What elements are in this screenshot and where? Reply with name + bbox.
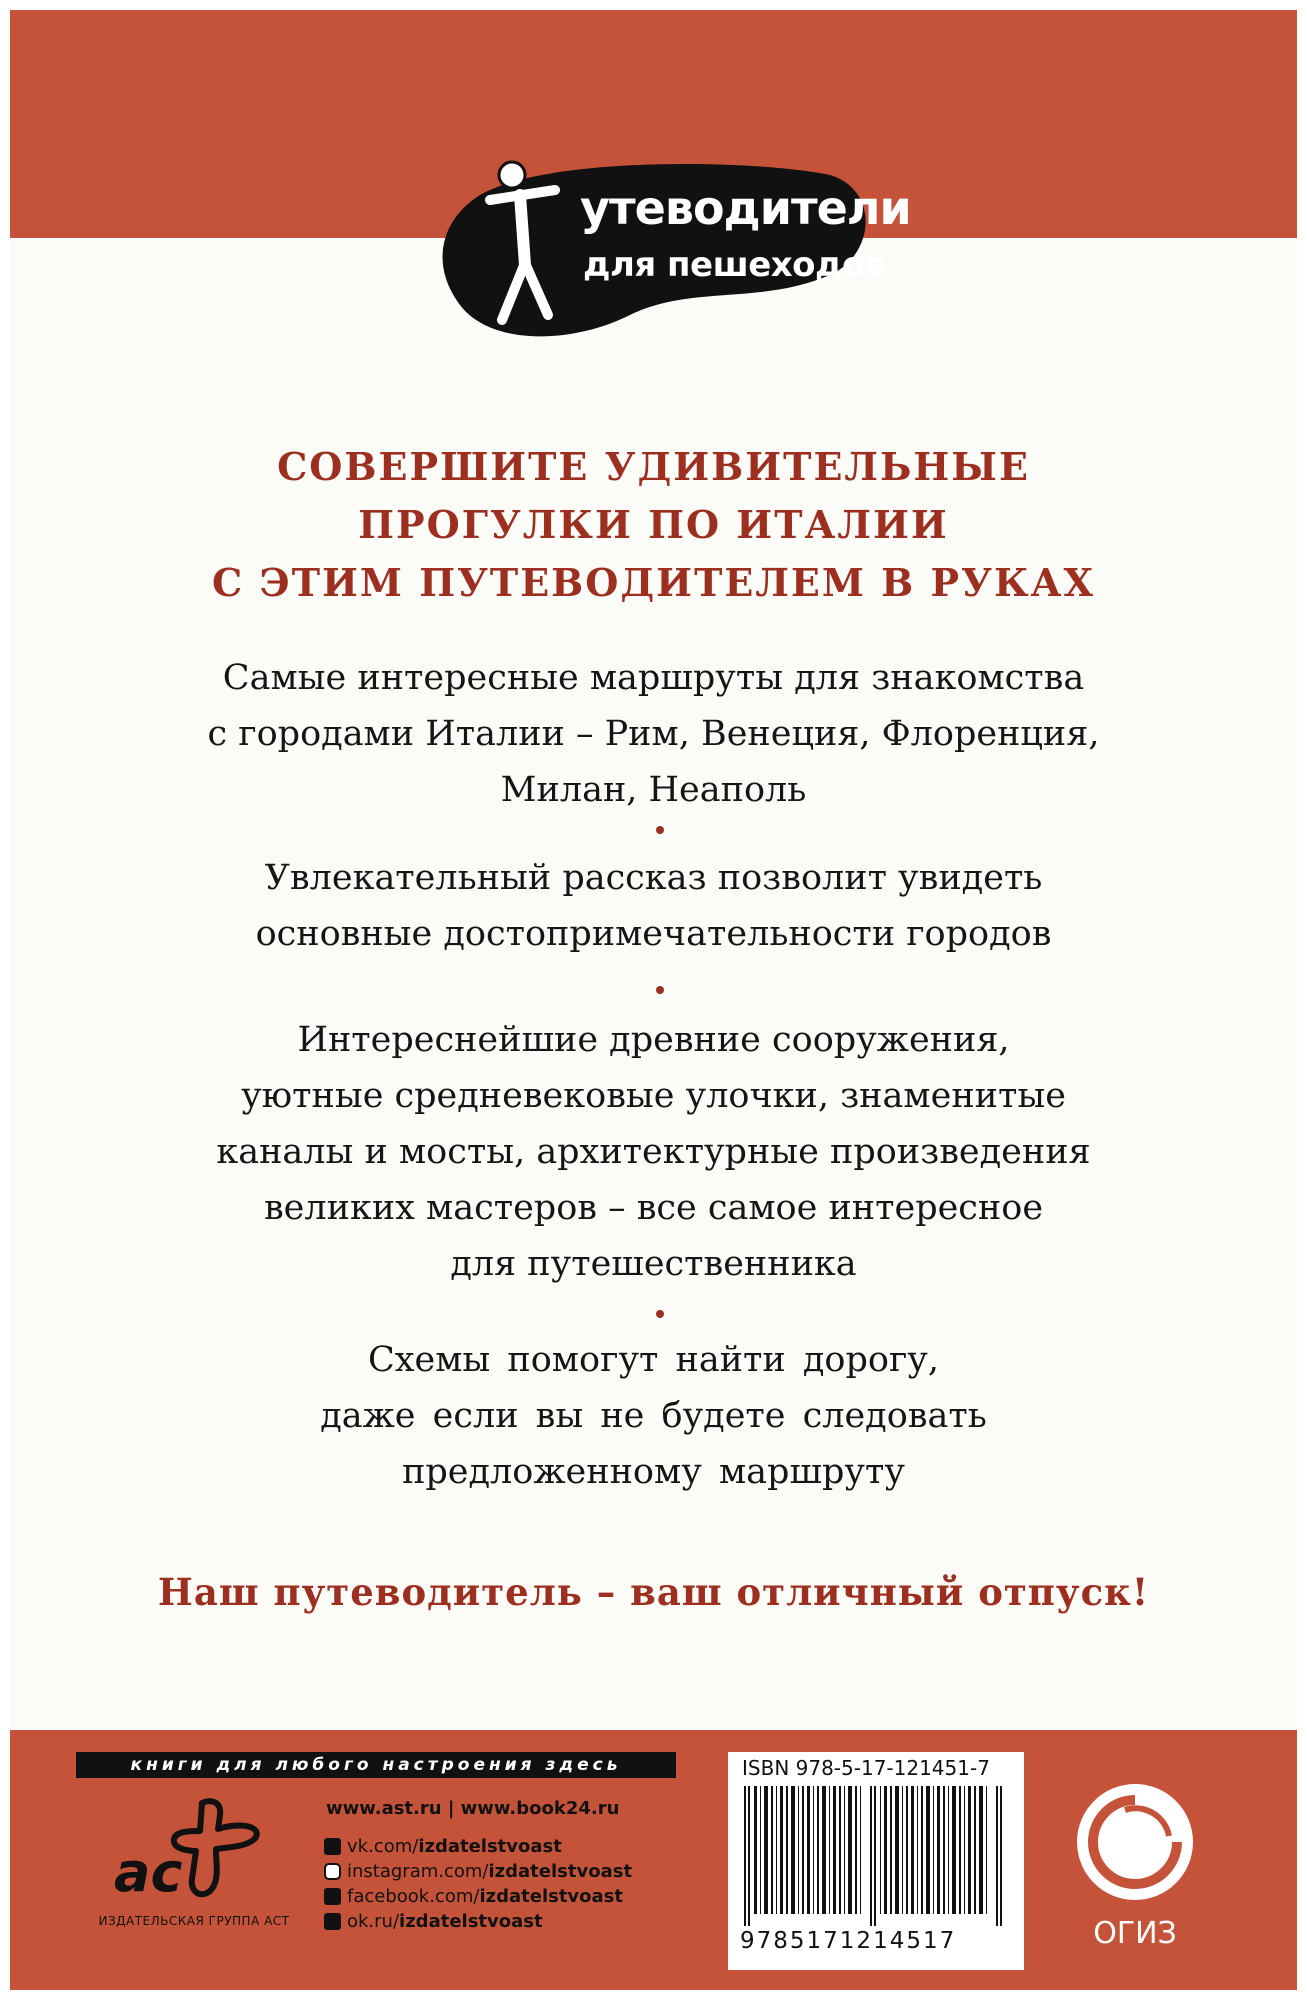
feature-block bbox=[10, 650, 1297, 818]
separator-dot bbox=[656, 826, 664, 834]
social-prefix: ok.ru/ bbox=[347, 1911, 400, 1932]
series-logo bbox=[430, 155, 911, 345]
feature-line: Увлекательный рассказ позволит увидеть bbox=[264, 858, 1043, 898]
feature-line: Схемы помогут найти дорогу, bbox=[367, 1340, 940, 1380]
headline bbox=[10, 438, 1297, 612]
ast-logo-mark bbox=[110, 1795, 280, 1905]
social-handle: izdatelstvoast bbox=[418, 1836, 562, 1857]
ogiz-logo-text: ОГИЗ bbox=[1093, 1916, 1177, 1951]
isbn-barcode bbox=[728, 1752, 1024, 1970]
feature-line: Интереснейшие древние сооружения, bbox=[297, 1020, 1010, 1060]
feature-block bbox=[10, 1012, 1297, 1292]
separator-dot bbox=[656, 986, 664, 994]
feature-block bbox=[10, 1332, 1297, 1500]
feature-line: каналы и мосты, архитектурные произведения bbox=[216, 1132, 1091, 1172]
ast-logo bbox=[110, 1795, 280, 1904]
social-link-ok[interactable] bbox=[324, 1909, 632, 1934]
isbn-label: ISBN 978-5-17-121451-7 bbox=[742, 1756, 990, 1780]
tagline: Наш путеводитель – ваш отличный отпуск! bbox=[157, 1570, 1150, 1614]
feature-line: для путешественника bbox=[450, 1244, 857, 1284]
feature-line: Самые интересные маршруты для знакомства bbox=[222, 658, 1085, 698]
feature-line: Милан, Неаполь bbox=[500, 770, 807, 810]
ok-icon bbox=[324, 1913, 341, 1930]
social-prefix: facebook.com/ bbox=[347, 1886, 480, 1907]
facebook-icon bbox=[324, 1888, 341, 1905]
instagram-icon bbox=[324, 1863, 341, 1880]
feature-line: предложенному маршруту bbox=[402, 1452, 905, 1492]
ogiz-logo-mark bbox=[1065, 1780, 1205, 1910]
social-handle: izdatelstvoast bbox=[399, 1911, 543, 1932]
series-title-line2: для пешеходов bbox=[583, 245, 886, 285]
social-link-facebook[interactable] bbox=[324, 1884, 632, 1909]
barcode-digits: 9785171214517 bbox=[740, 1928, 957, 1954]
social-link-vk[interactable] bbox=[324, 1834, 632, 1859]
feature-line: уютные средневековые улочки, знаменитые bbox=[241, 1076, 1066, 1116]
barcode-bars bbox=[740, 1786, 1012, 1926]
website-links[interactable]: www.ast.ru | www.book24.ru bbox=[326, 1798, 620, 1819]
back-cover bbox=[10, 10, 1297, 1990]
social-prefix: vk.com/ bbox=[347, 1836, 419, 1857]
headline-line: СОВЕРШИТЕ УДИВИТЕЛЬНЫЕ bbox=[277, 444, 1030, 489]
ogiz-logo bbox=[1065, 1780, 1205, 1960]
ast-logo-text: ас bbox=[114, 1841, 183, 1904]
feature-block bbox=[10, 850, 1297, 962]
feature-line: великих мастеров – все самое интересное bbox=[263, 1188, 1044, 1228]
feature-line: с городами Италии – Рим, Венеция, Флоренция, bbox=[207, 714, 1100, 754]
publisher-caption: ИЗДАТЕЛЬСКАЯ ГРУППА АСТ bbox=[98, 1914, 290, 1928]
vk-icon bbox=[324, 1838, 341, 1855]
headline-line: С ЭТИМ ПУТЕВОДИТЕЛЕМ В РУКАХ bbox=[212, 560, 1095, 605]
feature-line: даже если вы не будете следовать bbox=[320, 1396, 987, 1436]
headline-line: ПРОГУЛКИ ПО ИТАЛИИ bbox=[358, 502, 949, 547]
social-handle: izdatelstvoast bbox=[488, 1861, 633, 1882]
series-title-line1: утеводители bbox=[580, 181, 911, 235]
social-handle: izdatelstvoast bbox=[479, 1886, 623, 1907]
social-link-instagram[interactable] bbox=[324, 1859, 632, 1884]
separator-dot bbox=[656, 1310, 664, 1318]
social-prefix: instagram.com/ bbox=[347, 1861, 489, 1882]
feature-line: основные достопримечательности городов bbox=[255, 914, 1052, 954]
social-links bbox=[324, 1834, 632, 1934]
publisher-slogan: книги для любого настроения здесь bbox=[76, 1752, 676, 1778]
